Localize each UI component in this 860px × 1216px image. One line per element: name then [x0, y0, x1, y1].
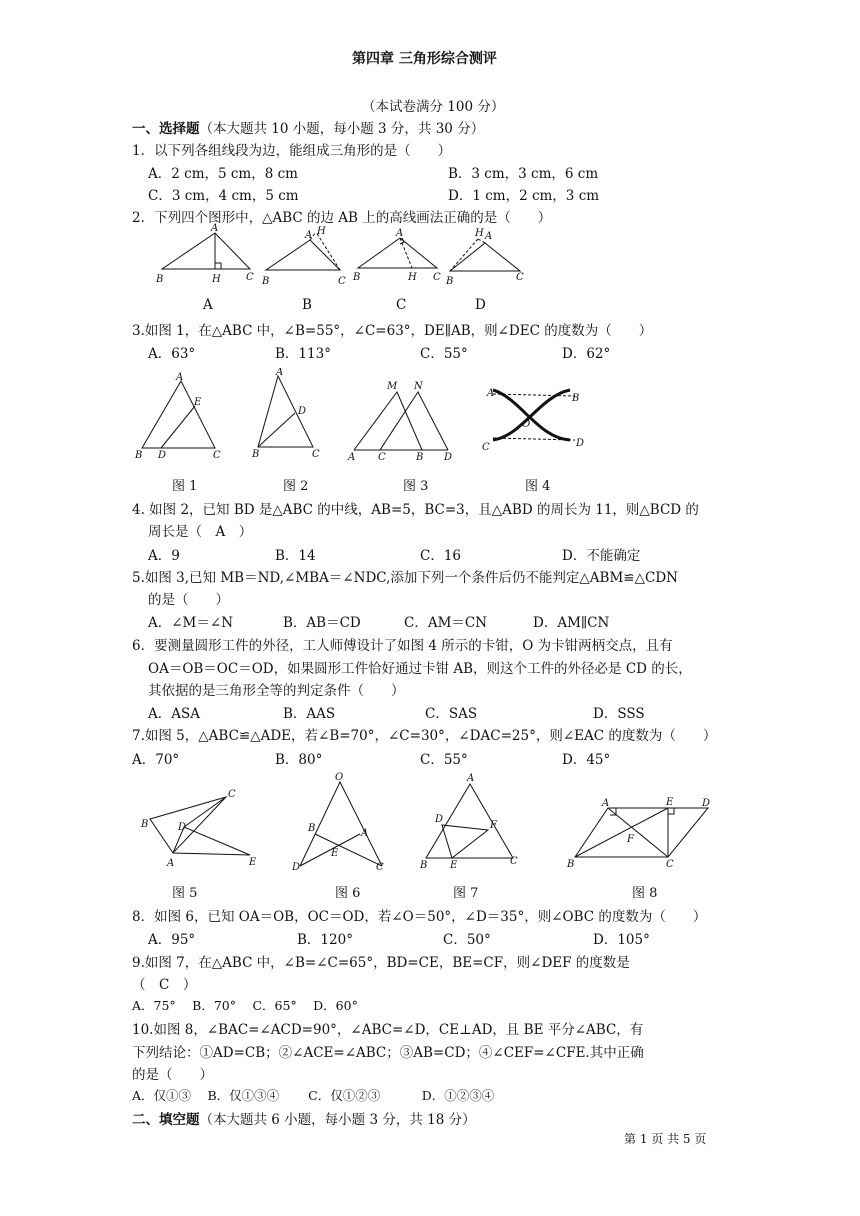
- q2-label-a: A: [203, 297, 213, 313]
- svg-text:C: C: [228, 789, 236, 800]
- figure-6-caption: 图 6: [335, 886, 361, 901]
- question-4-stem-line-1: 4. 如图 2，已知 BD 是△ABC 的中线，AB=5，BC=3，且△ABD 的周长为 11，则△BCD 的: [132, 502, 699, 518]
- svg-text:B: B: [416, 452, 424, 463]
- q4-option-a: A．9: [148, 548, 180, 564]
- svg-text:B: B: [420, 860, 428, 871]
- q8-option-b: B．120°: [297, 932, 353, 948]
- svg-text:A: A: [211, 223, 219, 234]
- svg-text:B: B: [135, 450, 143, 461]
- figure-3-caption: 图 3: [403, 479, 429, 494]
- q6-option-b: B．AAS: [283, 706, 336, 722]
- figure-5: [140, 789, 257, 869]
- question-7-stem: 7.如图 5，△ABC≌△ADE，若∠B=70°，∠C=30°，∠DAC=25°，则∠EAC 的度数为（ ）: [132, 728, 717, 744]
- q2-label-d: D: [475, 297, 486, 313]
- q7-option-a: A．70°: [132, 752, 180, 768]
- svg-text:C: C: [338, 276, 346, 287]
- q2-figure-d: [445, 228, 524, 287]
- svg-text:D: D: [576, 438, 585, 449]
- q6-option-c: C．SAS: [425, 706, 478, 722]
- svg-text:C: C: [482, 442, 490, 453]
- figure-8: [566, 797, 710, 870]
- question-2-stem: 2．下列四个图形中，△ABC 的边 AB 上的高线画法正确的是（ ）: [132, 210, 552, 226]
- figure-3: [347, 381, 452, 463]
- svg-text:O: O: [335, 772, 344, 783]
- q2-figure-b: [261, 226, 346, 287]
- q1-option-b: B．3 cm，3 cm，6 cm: [448, 166, 599, 182]
- question-5-stem-line-2: 的是（ ）: [148, 592, 229, 608]
- svg-text:E: E: [450, 860, 458, 871]
- svg-text:B: B: [156, 274, 164, 285]
- svg-text:C: C: [213, 450, 221, 461]
- svg-text:E: E: [249, 857, 257, 868]
- svg-text:O: O: [522, 419, 531, 430]
- svg-text:H: H: [408, 272, 417, 283]
- svg-text:B: B: [252, 449, 260, 460]
- svg-text:E: E: [331, 848, 339, 859]
- svg-text:H: H: [475, 228, 484, 239]
- svg-text:F: F: [490, 820, 497, 831]
- svg-text:C: C: [510, 856, 518, 867]
- q2-figures: [150, 222, 540, 292]
- figure-1: [134, 372, 221, 461]
- question-6-stem-line-2: OA＝OB＝OC＝OD，如果圆形工件恰好通过卡钳 AB，则这个工件的外径必是 CD 的长，: [148, 661, 692, 677]
- svg-text:B: B: [308, 823, 316, 834]
- q3-option-a: A．63°: [148, 346, 196, 362]
- question-3-stem: 3.如图 1，在△ABC 中，∠B=55°，∠C=63°，DE∥AB，则∠DEC 的度数为（ ）: [132, 323, 653, 339]
- q1-option-a: A．2 cm，5 cm，8 cm: [148, 166, 298, 182]
- q3-option-c: C．55°: [420, 346, 468, 362]
- q6-option-a: A．ASA: [148, 706, 200, 722]
- svg-text:A: A: [167, 858, 175, 869]
- svg-text:E: E: [666, 797, 674, 808]
- section-2-title: 二、填空题: [132, 1112, 200, 1128]
- svg-text:A: A: [361, 828, 369, 839]
- q9-options: A．75° B．70° C．65° D．60°: [132, 998, 358, 1013]
- q3-option-d: D．62°: [562, 346, 611, 362]
- question-4-stem-line-2: 周长是（ A ）: [148, 524, 253, 540]
- svg-text:C: C: [666, 859, 674, 870]
- q7-option-b: B．80°: [275, 752, 323, 768]
- svg-text:A: A: [276, 368, 284, 378]
- svg-text:F: F: [627, 834, 634, 845]
- question-10-stem-line-3: 的是（ ）: [132, 1067, 213, 1083]
- svg-text:D: D: [292, 862, 301, 873]
- svg-text:B: B: [446, 276, 454, 287]
- section-2-heading: [132, 1108, 476, 1128]
- question-9-stem-line-1: 9.如图 7，在△ABC 中，∠B=∠C=65°，BD=CE，BE=CF，则∠DEF 的度数是: [132, 955, 630, 971]
- figures-5-to-8: [130, 770, 730, 875]
- q2-figure-c: [352, 228, 441, 283]
- q5-option-c: C．AM＝CN: [404, 615, 488, 631]
- svg-text:A: A: [176, 372, 184, 383]
- figure-4-caption: 图 4: [525, 479, 551, 494]
- svg-text:B: B: [572, 393, 580, 404]
- svg-text:C: C: [378, 452, 386, 463]
- section-1-note: （本大题共 10 小题，每小题 3 分，共 30 分）: [199, 121, 485, 137]
- svg-text:A: A: [602, 798, 610, 809]
- q5-option-a: A．∠M＝∠N: [148, 615, 234, 631]
- svg-text:C: C: [246, 272, 254, 283]
- section-2-note: （本大题共 6 小题，每小题 3 分，共 18 分）: [199, 1112, 476, 1128]
- svg-text:B: B: [567, 859, 575, 870]
- page-subtitle: （本试卷满分 100 分）: [362, 99, 505, 115]
- q4-option-d: D．不能确定: [562, 548, 641, 564]
- svg-text:B: B: [141, 819, 149, 830]
- svg-text:C: C: [433, 272, 441, 283]
- q2-figure-a: [155, 223, 254, 285]
- q2-label-c: C: [396, 297, 407, 313]
- svg-text:D: D: [444, 452, 453, 463]
- figure-2: [251, 368, 320, 460]
- svg-text:D: D: [435, 814, 444, 825]
- svg-text:A: A: [485, 231, 493, 242]
- question-10-stem-line-1: 10.如图 8，∠BAC=∠ACD=90°，∠ABC=∠D，CE⊥AD，且 BE 平分∠ABC，有: [132, 1022, 644, 1038]
- figure-8-caption: 图 8: [632, 886, 658, 901]
- svg-text:N: N: [414, 381, 423, 392]
- question-8-stem: 8．如图 6，已知 OA＝OB，OC＝OD，若∠O＝50°，∠D＝35°，则∠OBC 的度数为（ ）: [132, 909, 707, 925]
- figure-2-caption: 图 2: [283, 479, 309, 494]
- section-1-heading: [132, 117, 484, 137]
- svg-text:C: C: [312, 449, 320, 460]
- page-footer: 第 1 页 共 5 页: [624, 1132, 707, 1146]
- svg-text:D: D: [158, 450, 167, 461]
- q7-option-c: C．55°: [420, 752, 468, 768]
- svg-text:C: C: [516, 272, 524, 283]
- figures-1-to-4: [130, 368, 600, 468]
- q6-option-d: D．SSS: [593, 706, 645, 722]
- q5-option-d: D．AM∥CN: [533, 615, 610, 631]
- q3-option-b: B．113°: [275, 346, 331, 362]
- q1-option-d: D．1 cm，2 cm，3 cm: [448, 188, 600, 204]
- q1-option-c: C．3 cm，4 cm，5 cm: [148, 188, 299, 204]
- svg-text:M: M: [387, 381, 398, 392]
- svg-text:A: A: [348, 452, 356, 463]
- q7-option-d: D．45°: [562, 752, 611, 768]
- question-1-stem: 1．以下列各组线段为边，能组成三角形的是（ ）: [132, 143, 452, 159]
- figure-1-caption: 图 1: [172, 479, 198, 494]
- question-6-stem-line-3: 其依据的是三角形全等的判定条件（ ）: [148, 683, 405, 699]
- section-1-title: 一、选择题: [132, 121, 200, 137]
- q8-option-c: C．50°: [443, 932, 491, 948]
- figure-7-caption: 图 7: [453, 886, 479, 901]
- svg-text:A: A: [305, 230, 313, 241]
- svg-text:E: E: [194, 397, 202, 408]
- question-5-stem-line-1: 5.如图 3,已知 MB＝ND,∠MBA＝∠NDC,添加下列一个条件后仍不能判定△ABM≌△CDN: [132, 570, 678, 586]
- svg-text:H: H: [212, 274, 221, 285]
- svg-text:C: C: [376, 862, 384, 873]
- figure-6: [291, 772, 384, 873]
- q5-option-b: B．AB＝CD: [283, 615, 361, 631]
- q8-option-d: D．105°: [593, 932, 650, 948]
- svg-text:B: B: [353, 272, 361, 283]
- svg-text:A: A: [487, 388, 495, 399]
- svg-text:D: D: [178, 822, 187, 833]
- svg-text:A: A: [396, 228, 404, 239]
- figure-5-caption: 图 5: [172, 886, 198, 901]
- svg-text:A: A: [467, 773, 475, 784]
- svg-text:D: D: [298, 406, 307, 417]
- figure-7: [419, 773, 518, 871]
- figure-4-calipers: [482, 388, 584, 453]
- page-title: 第四章 三角形综合测评: [352, 51, 497, 67]
- question-10-stem-line-2: 下列结论：①AD=CB；②∠ACE=∠ABC；③AB=CD；④∠CEF=∠CFE.其中正确: [132, 1045, 644, 1061]
- q2-label-b: B: [302, 297, 312, 313]
- q4-option-b: B．14: [275, 548, 316, 564]
- question-9-stem-line-2: （ C ）: [132, 977, 197, 993]
- svg-text:B: B: [262, 276, 270, 287]
- q8-option-a: A．95°: [148, 932, 196, 948]
- q4-option-c: C．16: [420, 548, 462, 564]
- question-6-stem-line-1: 6．要测量圆形工件的外径，工人师傅设计了如图 4 所示的卡钳，O 为卡钳两柄交点，且有: [132, 638, 673, 654]
- svg-text:D: D: [702, 798, 711, 809]
- svg-text:H: H: [317, 226, 326, 237]
- q10-options: A．仅①③ B．仅①③④ C．仅①②③ D．①②③④: [132, 1088, 495, 1103]
